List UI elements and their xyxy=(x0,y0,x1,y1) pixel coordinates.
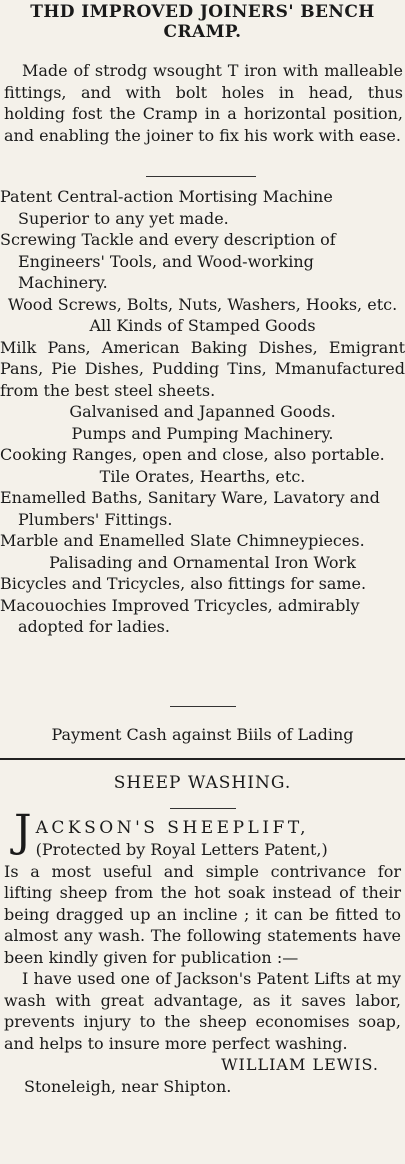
signature: WILLIAM LEWIS. xyxy=(221,1055,379,1074)
product-list-item: Marble and Enamelled Slate Chimneypieces. xyxy=(0,531,365,550)
product-list-item: Tile Orates, Hearths, etc. xyxy=(99,466,306,486)
joiners-heading xyxy=(0,2,405,42)
product-list xyxy=(0,186,405,638)
joiners-heading-line1: THD IMPROVED JOINERS' BENCH xyxy=(30,2,375,22)
sheep-washing-heading: SHEEP WASHING. xyxy=(113,773,292,793)
signature-place: Stoneleigh, near Shipton. xyxy=(24,1076,232,1096)
product-list-item: Bicycles and Tricycles, also fittings for same. xyxy=(0,574,367,593)
divider-rule xyxy=(170,808,236,809)
product-list-item: All Kinds of Stamped Goods xyxy=(89,316,316,335)
patent-notice: (Protected by Royal Letters Patent,) xyxy=(35,840,328,859)
divider-rule xyxy=(146,176,256,177)
product-list-item: Cooking Ranges, open and close, also portable. xyxy=(0,445,385,464)
product-list-item: Enamelled Baths, Sanitary Ware, Lavatory and Plumbers' Fittings. xyxy=(0,488,380,529)
product-list-item: Galvanised and Japanned Goods. xyxy=(69,402,336,421)
product-list-item: Patent Central-action Mortising Machine Superior to any yet made. xyxy=(0,187,333,228)
sheeplift-section xyxy=(0,806,405,1097)
product-list-item: Screwing Tackle and every description of Engineers' Tools, and Wood-working Machinery. xyxy=(0,230,336,292)
drop-cap: J xyxy=(14,806,32,857)
joiners-description: Made of strodg wsought T iron with malleable fittings, and with bolt holes in head, thus holding fost the Cramp in a horizontal position, and enabling the joiner to fix his work with ease. xyxy=(4,61,403,145)
payment-terms: Payment Cash against Biils of Lading xyxy=(51,725,354,744)
sheeplift-description: Is a most useful and simple contrivance for lifting sheep from the hot soak instead of their being dragged up an incline ; it can be fitted to almost any wash. The following statements have been kindly given for publication :— xyxy=(4,861,401,967)
sheeplift-title: ACKSON'S SHEEPLIFT, xyxy=(35,818,310,838)
divider-rule xyxy=(170,706,236,707)
product-list-item: Palisading and Ornamental Iron Work xyxy=(49,552,356,572)
testimonial: I have used one of Jackson's Patent Lifts at my wash with great advantage, as it saves labor, prevents injury to the sheep economises soap, and helps to insure more perfect washing. xyxy=(4,969,401,1053)
joiners-heading-line2: CRAMP. xyxy=(163,22,242,42)
product-list-item: Wood Screws, Bolts, Nuts, Washers, Hooks, etc. xyxy=(7,294,398,314)
product-list-item: Pumps and Pumping Machinery. xyxy=(71,423,334,443)
product-list-item: Milk Pans, American Baking Dishes, Emigrant Pans, Pie Dishes, Pudding Tins, Mmanufactured from the best steel sheets. xyxy=(0,337,405,400)
product-list-item: Macouochies Improved Tricycles, admirably adopted for ladies. xyxy=(0,595,360,636)
column-rule xyxy=(0,758,405,760)
